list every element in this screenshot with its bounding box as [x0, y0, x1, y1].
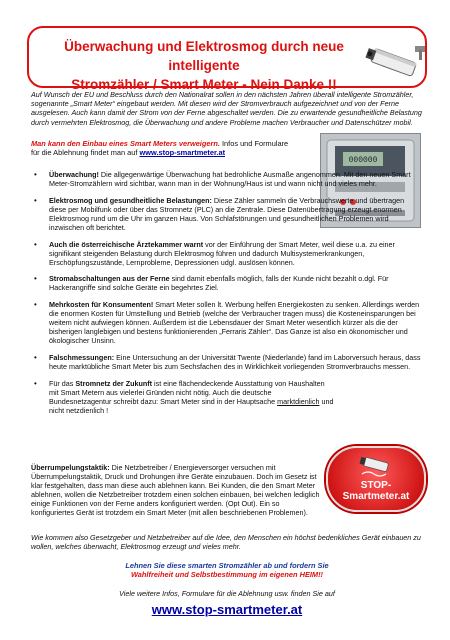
refusal-notice-text: Infos und Formulare für die Ablehnung findet man auf — [31, 139, 289, 158]
point-text: Diese Zähler sammeln die Verbrauchswerte und übertragen diese per Mobilfunk oder über das Stromnetz (PLC) an die Zentrale. Diese Datenübertragung erzeugt enormen Elektrosmog rund um die Uhr im ganzen Haus. Von Schlafstörungen und gesundheitlichen Problemen wird inzwischen oft berichtet. — [49, 195, 405, 232]
cta-line1: Lehnen Sie diese smarten Stromzähler ab und fordern Sie — [125, 561, 329, 570]
point-text: vor der Einführung der Smart Meter, weil diese u.a. zu einer signifikant steigenden Belastung durch Elektrosmog führen und dadurch Multisystemerkrankungen, Erschöpfungszustände, Lernprobleme, Depressionen udgl. auslösen können. — [49, 239, 395, 267]
point-heading: Elektrosmog und gesundheitliche Belastungen: — [49, 195, 212, 205]
point-heading: Stromabschaltungen aus der Ferne — [49, 274, 170, 284]
banner-title-line1: Überwachung und Elektrosmog durch neue intelligente — [64, 39, 344, 73]
banner-title — [35, 37, 373, 94]
security-camera-icon — [365, 42, 429, 84]
overrumpelung-paragraph — [31, 463, 321, 518]
list-item: • Stromabschaltungen aus der Ferne sind damit ebenfalls möglich, falls der Kunde nicht bezahlt o.dgl. Für Hackerangriffe sind solche Geräte ein begehrtes Ziel. — [34, 274, 389, 293]
overrumpelung-text: Die Netzbetreiber / Energieversorger versuchen mit Überrumpelungstaktik, Druck und Drohungen ihre Geräte einzubauen. Doch im Gesetz ist klar festgehalten, dass man diese auch ablehnen kann. Bei Kunden, die den Smart Meter ablehnen, wollen die Netzbetreiber trotzdem einen solchen einbauen, bei welchen lediglich einige Funktionen von der Ferne anders konfiguriert werden. (Opt Out). Ein so konfiguriertes Gerät ist trotzdem ein Smart Meter (mit allen beschriebenen Problemen). — [31, 463, 320, 518]
stop-smartmeter-badge — [326, 446, 426, 512]
badge-label: STOP-Smartmeter.at — [342, 480, 410, 502]
point-heading: Stromnetz der Zukunft — [75, 378, 153, 388]
list-item: • Für das Stromnetz der Zukunft ist eine flächendeckende Ausstattung von Haushalten mit Smart Metern aus vielerlei Gründen nicht nötig. Auch die deutsche Bundesnetzagentur schreibt dazu: Smart Meter sind in der Hauptsache marktdienlich und nicht netzdienlich ! — [34, 378, 334, 415]
intro-paragraph: Auf Wunsch der EU und Beschluss durch den Nationalrat sollen in den nächsten Jahren überall intelligente Stromzähler, sogenannte „Smart Meter“ eingebaut werden. Mit diesen wird der Stromverbrauch aufgezeichnet und von der Ferne ausgelesen. Auch kann damit der Strom von der Ferne abgeschaltet werden. Die zu erwartende gesundheitliche Belastung durch vermehrten Elektrosmog, die Überwachung und andere Probleme machen Verbraucher und Datenschützer mobil. — [31, 90, 422, 127]
point-text: Smart Meter sollen lt. Werbung helfen Energiekosten zu senken. Allerdings werden die enormen Kosten für Umstellung und Betrieb (welche der Verbraucher tragen muss) die Kosteneinsparungen bei weitem nicht aufwiegen können. Außerdem ist die Lebensdauer der Smart Meter wesentlich kürzer als die der bisherigen langlebigen und bestens funktionierenden „Ferraris Zähler“. Das Ganze ist also ein ökonomischer und ökologischer Unsinn. — [49, 300, 420, 346]
refusal-notice — [31, 139, 293, 158]
point-text: Für das — [49, 378, 76, 388]
overrumpelung-heading: Überrumpelungstaktik: — [31, 463, 110, 472]
point-heading: Mehrkosten für Konsumenten! — [49, 300, 154, 310]
refusal-notice-highlight: Man kann den Einbau eines Smart Meters verweigern. — [31, 139, 220, 148]
cta-line2: Wahlfreiheit und Selbstbestimmung im eigenen HEIM!! — [130, 570, 324, 580]
points-list — [31, 170, 423, 423]
point-text: Die allgegenwärtige Überwachung hat bedrohliche Ausmaße angenommen. Mit den neuen Smart Meter-Stromzählern wird sichtbar, wann man in der Wohnung/Haus ist und wann nicht und vieles mehr. — [49, 170, 411, 189]
point-text: Eine Untersuchung an der Universität Twente (Niederlande) fand im Laborversuch heraus, dass heute marktübliche Smart Meter bis zum Sechsfachen des in Wirklichkeit vorliegenden Stromverbrauchs messen. — [49, 353, 421, 372]
point-text: und nicht netzdienlich ! — [49, 396, 334, 415]
point-heading: Falschmessungen: — [49, 353, 115, 362]
point-underlined: marktdienlich — [277, 396, 320, 406]
point-heading: Überwachung! — [49, 170, 99, 179]
list-item: • Falschmessungen: Eine Untersuchung an der Universität Twente (Niederlande) fand im Laborversuch heraus, dass heute marktübliche Smart Meter bis zum Sechsfachen des in Wirklichkeit vorliegenden Stromverbrauchs messen. — [34, 353, 421, 372]
list-item: • Elektrosmog und gesundheitliche Belastungen: Diese Zähler sammeln die Verbrauchswerte und übertragen diese per Mobilfunk oder über das Stromnetz (PLC) an die Zentrale. Diese Datenübertragung erzeugt enormen Elektrosmog rund um die Uhr im ganzen Haus. Von Schlafstörungen und gesundheitlichen Problemen wird inzwischen oft berichtet. — [34, 195, 405, 232]
call-to-action — [31, 561, 423, 580]
more-info-text: Viele weitere Infos, Formulare für die Ablehnung usw. finden Sie auf — [119, 589, 335, 598]
title-banner — [27, 26, 427, 92]
list-item: • Überwachung! Die allgegenwärtige Überwachung hat bedrohliche Ausmaße angenommen. Mit den neuen Smart Meter-Stromzählern wird sichtbar, wann man in der Wohnung/Haus ist und wann nicht und vieles mehr. — [34, 170, 411, 189]
point-text: sind damit ebenfalls möglich, falls der Kunde nicht bezahlt o.dgl. Für Hackerangriffe sind solche Geräte ein begehrtes Ziel. — [49, 274, 389, 293]
camera-wave-icon — [358, 454, 394, 478]
list-item: • Auch die österreichische Ärztekammer warnt vor der Einführung der Smart Meter, weil diese u.a. zu einer signifikant steigenden Belastung durch Elektrosmog führen und dadurch Multisystemerkrankungen, Erschöpfungszustände, Lernprobleme, Depressionen udgl. auslösen können. — [34, 239, 395, 267]
banner-title-line2: Stromzähler / Smart Meter - Nein Danke !! — [71, 77, 337, 92]
list-item: • Mehrkosten für Konsumenten! Smart Meter sollen lt. Werbung helfen Energiekosten zu senken. Allerdings werden die enormen Kosten für Umstellung und Betrieb (welche der Verbraucher tragen muss) die Kosteneinsparungen bei weitem nicht aufwiegen können. Außerdem ist die Lebensdauer der Smart Meter wesentlich kürzer als die der bisherigen langlebigen und bestens funktionierenden „Ferraris Zähler“. Das Ganze ist also ein ökonomischer und ökologischer Unsinn. — [34, 300, 420, 346]
point-text: ist eine flächendeckende Ausstattung von Haushalten mit Smart Metern aus vielerlei Gründen nicht nötig. Auch die deutsche Bundesnetzagentur schreibt dazu: Smart Meter sind in der Hauptsache — [49, 378, 325, 406]
svg-text:000000: 000000 — [348, 156, 378, 165]
point-heading: Auch die österreichische Ärztekammer warnt — [49, 239, 204, 249]
website-link[interactable]: www.stop-smartmeter.at — [151, 602, 303, 617]
conclusion-paragraph: Wie kommen also Gesetzgeber und Netzbetreiber auf die Idee, den Menschen ein höchst bedenkliches Gerät einbauen zu wollen, welches überwacht, Elektrosmog erzeugt und vieles mehr. — [31, 533, 421, 552]
refusal-link[interactable]: www.stop-smartmeter.at — [139, 148, 226, 158]
